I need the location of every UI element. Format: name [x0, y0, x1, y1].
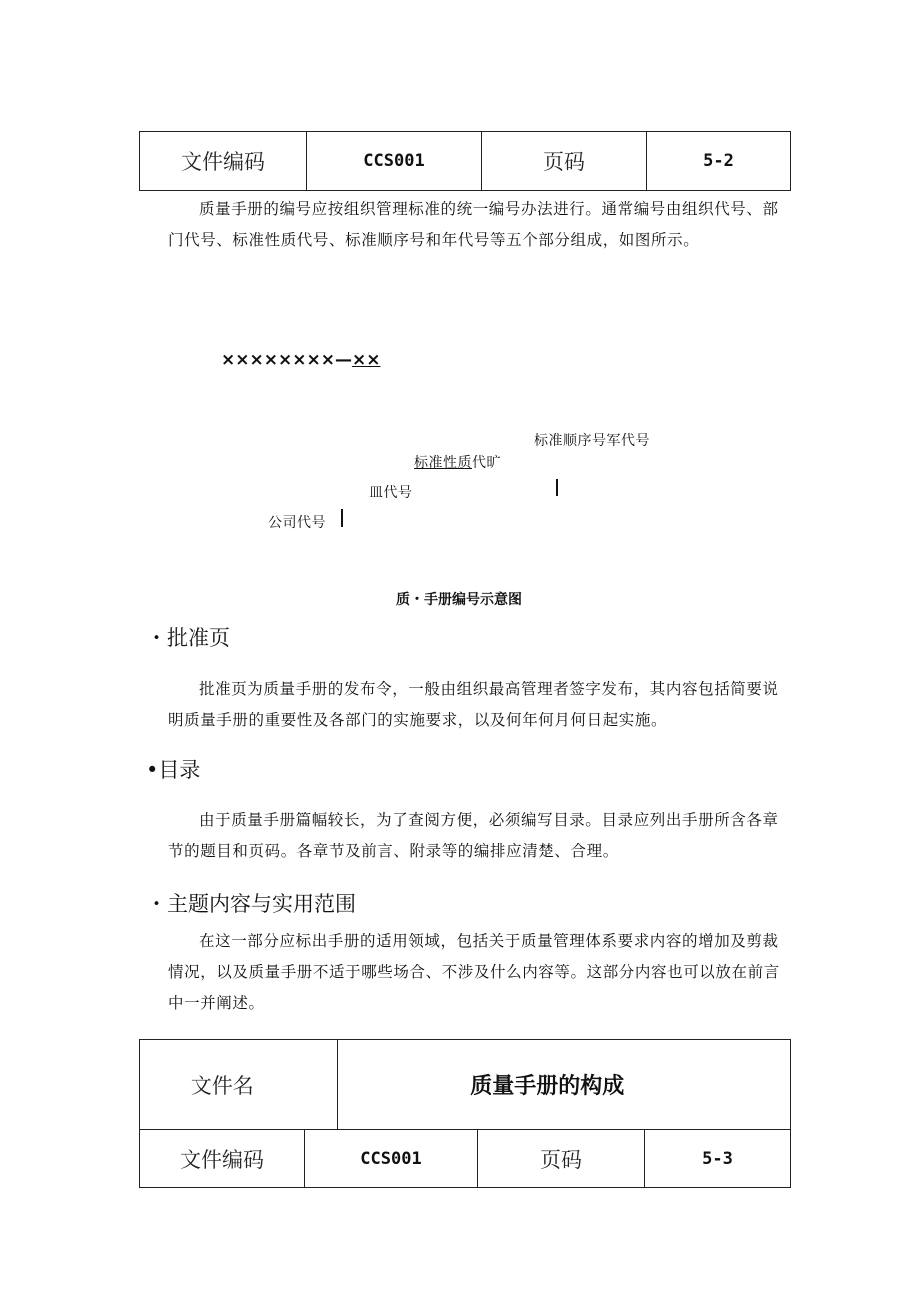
- page-label-cell: [482, 132, 647, 191]
- label-standard-nature-rest: 代旷: [472, 455, 501, 471]
- label-standard-nature-underlined: 标准性质: [414, 455, 472, 471]
- doc-code-label: 文件编码: [181, 150, 265, 174]
- doc-code-label-cell: [140, 1130, 305, 1188]
- section-body-contents: 由于质量手册篇幅较长，为了查阅方便，必须编写目录。目录应列出手册所含各章节的题目和页码。各章节及前言、附录等的编排应清楚、合理。: [168, 811, 779, 860]
- page-label: 页码: [540, 1147, 582, 1172]
- file-name-label: 文件名: [190, 1073, 254, 1098]
- section-title-approval: ・批准页: [146, 626, 230, 650]
- doc-code-value: CCS001: [363, 151, 425, 171]
- label-standard-sequence: 标准顺序号军代号: [534, 433, 650, 449]
- pattern-main: ××××××××—: [221, 350, 352, 370]
- page-value-cell: [647, 132, 791, 191]
- section-body-approval: 批准页为质量手册的发布令，一般由组织最高管理者签字发布，其内容包括简要说明质量手册的重要性及各部门的实施要求，以及何年何月何日起实施。: [168, 680, 779, 729]
- numbering-diagram: [0, 340, 920, 620]
- label-department: 皿代号: [369, 485, 413, 501]
- doc-code-value-cell: [305, 1130, 478, 1188]
- file-name-value: 质量手册的构成: [470, 1074, 625, 1099]
- numbering-pattern: [221, 350, 380, 370]
- file-name-value-cell: [305, 1040, 791, 1130]
- page-value: 5-2: [703, 151, 734, 171]
- file-name-label-cell: [140, 1040, 305, 1130]
- page-label: 页码: [543, 150, 585, 174]
- section-title-scope: ・主题内容与实用范围: [146, 892, 356, 916]
- section-body-scope: 在这一部分应标出手册的适用领域，包括关于质量管理体系要求内容的增加及剪裁情况，以及质量手册不适于哪些场合、不涉及什么内容等。这部分内容也可以放在前言中一并阐述。: [168, 932, 780, 1012]
- doc-code-value: CCS001: [360, 1148, 422, 1169]
- intro-paragraph: 质量手册的编号应按组织管理标准的统一编号办法进行。通常编号由组织代号、部门代号、标准性质代号、标准顺序号和年代号等五个部分组成，如图所示。: [168, 200, 779, 249]
- section-title-contents: •目录: [146, 758, 201, 782]
- page-label-cell: [478, 1130, 645, 1188]
- standard-sequence-connector: [556, 479, 558, 496]
- company-connector: [341, 509, 343, 527]
- bottom-header-table: [139, 1039, 791, 1188]
- bottom-table-name-divider: [337, 1039, 338, 1129]
- top-header-table: [139, 131, 791, 191]
- doc-code-value-cell: [307, 132, 482, 191]
- doc-code-label-cell: [140, 132, 307, 191]
- page-value: 5-3: [702, 1148, 733, 1169]
- diagram-caption: 质・手册编号示意图: [396, 592, 522, 608]
- pattern-tail: ××: [351, 350, 381, 370]
- label-standard-nature: [414, 452, 501, 472]
- doc-code-label: 文件编码: [180, 1147, 264, 1172]
- label-company: 公司代号: [268, 515, 326, 531]
- page-value-cell: [645, 1130, 791, 1188]
